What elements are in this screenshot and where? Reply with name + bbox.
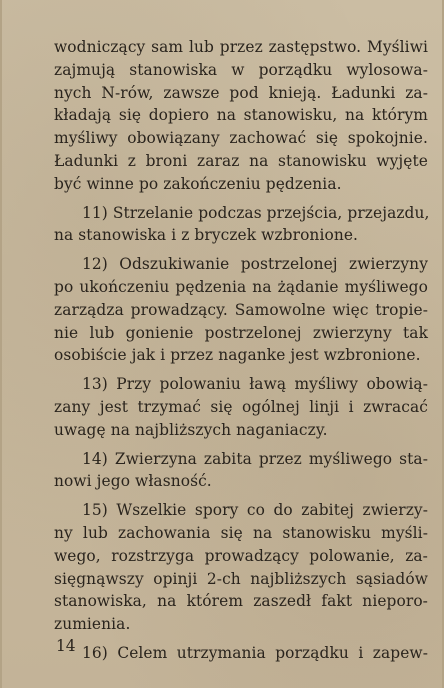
text-line: 13) Przy polowaniu ławą myśliwy obowią- xyxy=(82,375,428,394)
text-line: zumienia. xyxy=(54,615,131,634)
text-line: ny lub zachowania się na stanowisku myśli- xyxy=(54,523,428,542)
text-line: nych N-rów, zawsze pod knieją. Ładunki za- xyxy=(54,83,428,102)
text-line: nowi jego własność. xyxy=(54,472,212,491)
text-line: zany jest trzymać się ogólnej linji i zwracać xyxy=(54,397,428,416)
text-line: 16) Celem utrzymania porządku i zapew- xyxy=(82,643,428,662)
paragraph-13 xyxy=(54,373,428,441)
paragraph-12 xyxy=(54,253,428,367)
paragraph-16 xyxy=(54,642,428,665)
paragraph-11 xyxy=(54,202,428,248)
text-line: zarządza prowadzący. Samowolne więc tropie- xyxy=(54,300,428,319)
text-line: być winne po zakończeniu pędzenia. xyxy=(54,174,342,193)
page-number: 14 xyxy=(56,637,76,655)
text-line: zajmują stanowiska w porządku wylosowa- xyxy=(54,60,428,79)
body-text xyxy=(54,36,428,671)
text-line: sięgnąwszy opinji 2-ch najbliższych sąsiadów xyxy=(54,569,428,588)
text-line: 11) Strzelanie podczas przejścia, przejazdu, xyxy=(82,203,430,222)
paragraph xyxy=(54,36,428,196)
text-line: wego, rozstrzyga prowadzący polowanie, za- xyxy=(54,546,428,565)
text-line: myśliwy obowiązany zachować się spokojnie. xyxy=(54,129,428,148)
paragraph-14 xyxy=(54,448,428,494)
text-line: uwagę na najbliższych naganiaczy. xyxy=(54,420,328,439)
text-line: nie lub gonienie postrzelonej zwierzyny tak xyxy=(54,323,428,342)
paragraph-15 xyxy=(54,499,428,636)
text-line: kładają się dopiero na stanowisku, na którym xyxy=(54,106,428,125)
text-line: osobiście jak i przez naganke jest wzbronione. xyxy=(54,346,421,365)
text-line: po ukończeniu pędzenia na żądanie myśliwego xyxy=(54,277,428,296)
text-line: 12) Odszukiwanie postrzelonej zwierzyny xyxy=(82,255,428,274)
text-line: Ładunki z broni zaraz na stanowisku wyjęte xyxy=(54,151,428,170)
text-line: wodniczący sam lub przez zastępstwo. Myśliwi xyxy=(54,38,428,56)
text-line: 14) Zwierzyna zabita przez myśliwego sta- xyxy=(82,449,428,468)
text-line: na stanowiska i z bryczek wzbronione. xyxy=(54,226,359,245)
text-line: 15) Wszelkie spory co do zabitej zwierzy- xyxy=(82,501,428,520)
text-line: stanowiska, na którem zaszedł fakt nieporo- xyxy=(54,592,428,611)
